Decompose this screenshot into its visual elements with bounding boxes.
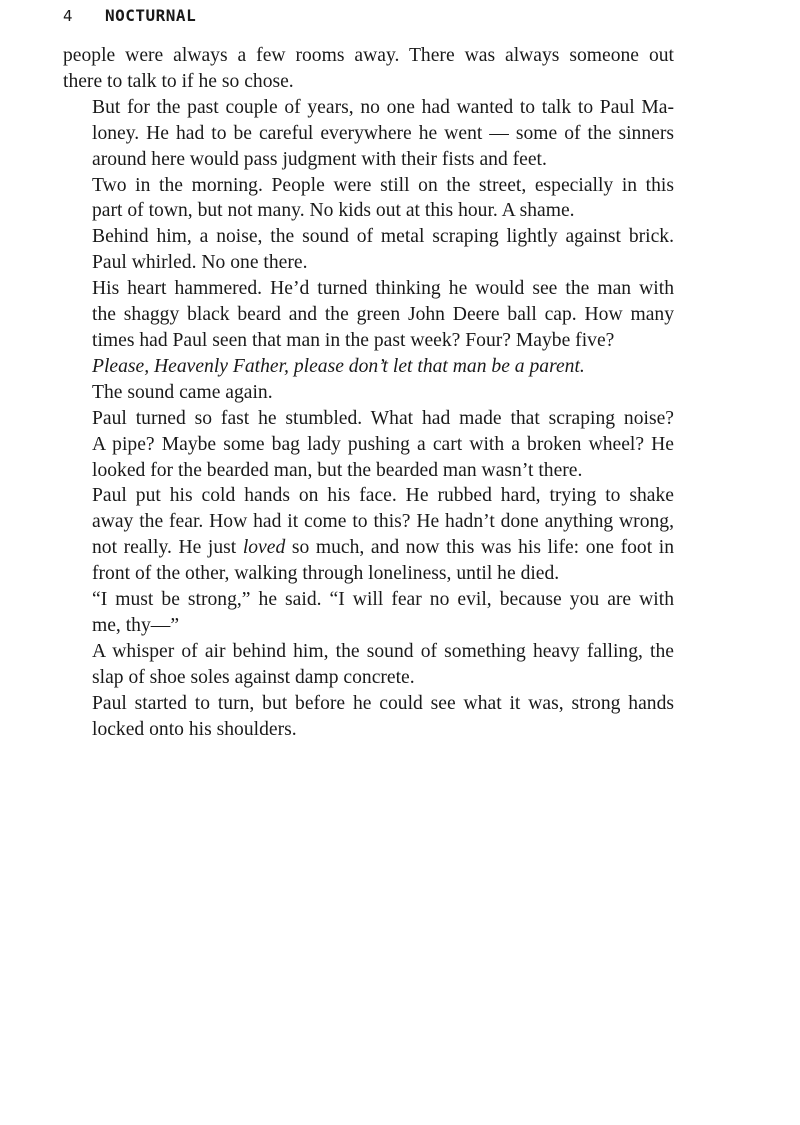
text-line: “I must be strong,” he said. “I will fear no evil, because you are with bbox=[92, 589, 674, 611]
paragraph-1 bbox=[63, 43, 674, 95]
text-line: A pipe? Maybe some bag lady pushing a cart with a broken wheel? He bbox=[92, 433, 674, 455]
text-line: But for the past couple of years, no one had wanted to talk to Paul Ma- bbox=[92, 96, 674, 118]
text-line: slap of shoe soles against damp concrete. bbox=[92, 666, 415, 688]
paragraph-7-prayer bbox=[63, 354, 674, 380]
text-line: me, thy—” bbox=[92, 614, 180, 636]
text-line: around here would pass judgment with their fists and feet. bbox=[92, 148, 547, 170]
paragraph-11 bbox=[63, 587, 674, 639]
text-line: part of town, but not many. No kids out at this hour. A shame. bbox=[92, 200, 575, 222]
paragraph-5 bbox=[63, 250, 674, 276]
page-number: 4 bbox=[63, 7, 73, 25]
text-line: Paul turned so fast he stumbled. What had made that scraping noise? bbox=[92, 407, 674, 429]
text-line: The sound came again. bbox=[92, 381, 273, 403]
text-line: Paul started to turn, but before he could see what it was, strong hands bbox=[92, 692, 674, 714]
text-line: Two in the morning. People were still on the street, especially in this bbox=[92, 174, 674, 196]
paragraph-10 bbox=[63, 483, 674, 587]
text-line: people were always a few rooms away. There was always someone out bbox=[63, 45, 674, 66]
text-line: times had Paul seen that man in the past week? Four? Maybe five? bbox=[92, 329, 615, 351]
text-line: locked onto his shoulders. bbox=[92, 718, 297, 740]
text-line: the shaggy black beard and the green John Deere ball cap. How many bbox=[92, 304, 674, 326]
text-line: Paul whirled. No one there. bbox=[92, 252, 308, 274]
text-line: Please, Heavenly Father, please don’t let that man be a parent. bbox=[92, 355, 585, 377]
book-title: NOCTURNAL bbox=[105, 6, 197, 25]
running-head bbox=[63, 6, 196, 28]
text-line: Paul put his cold hands on his face. He rubbed hard, trying to shake bbox=[92, 485, 674, 507]
text-line bbox=[63, 535, 674, 561]
text-line: away the fear. How had it come to this? He hadn’t done anything wrong, bbox=[92, 511, 674, 533]
text-line: there to talk to if he so chose. bbox=[63, 70, 294, 92]
paragraph-2 bbox=[63, 95, 674, 173]
text-line: A whisper of air behind him, the sound of something heavy falling, the bbox=[92, 640, 674, 662]
emphasis-loved: loved bbox=[242, 537, 286, 559]
paragraph-9 bbox=[63, 406, 674, 484]
paragraph-6 bbox=[63, 276, 674, 354]
body-text bbox=[63, 43, 674, 742]
text-line: looked for the bearded man, but the bearded man wasn’t there. bbox=[92, 459, 583, 481]
paragraph-8 bbox=[63, 380, 674, 406]
paragraph-12 bbox=[63, 639, 674, 691]
text-line: His heart hammered. He’d turned thinking he would see the man with bbox=[92, 278, 674, 300]
paragraph-4 bbox=[63, 224, 674, 250]
paragraph-13 bbox=[63, 691, 674, 743]
text-line: loney. He had to be careful everywhere he went — some of the sinners bbox=[92, 122, 674, 144]
text-run: so much, and now this was his life: one foot in bbox=[285, 537, 675, 559]
text-line: front of the other, walking through loneliness, until he died. bbox=[92, 563, 560, 585]
text-run: not really. He just bbox=[92, 537, 243, 559]
text-line: Behind him, a noise, the sound of metal scraping lightly against brick. bbox=[92, 226, 674, 248]
paragraph-3 bbox=[63, 173, 674, 225]
